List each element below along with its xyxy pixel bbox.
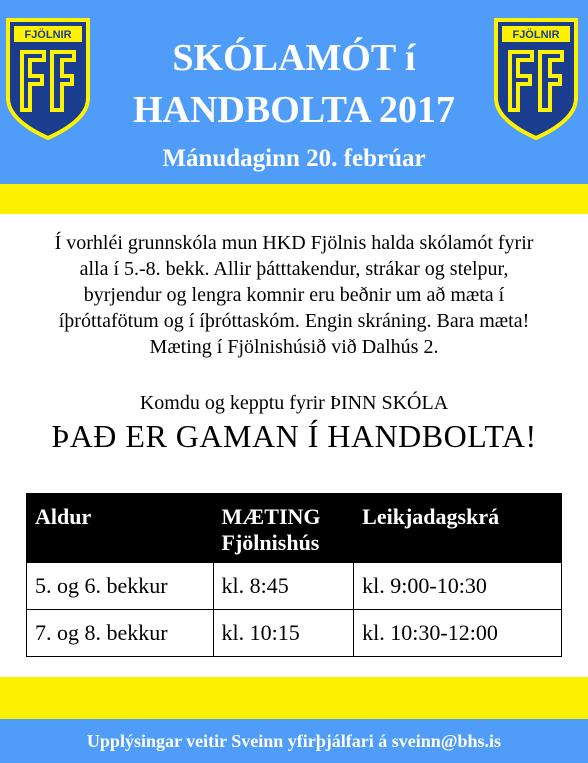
slogan: ÞAÐ ER GAMAN Í HANDBOLTA! (51, 418, 537, 454)
cell-age: 5. og 6. bekkur (27, 563, 214, 610)
schedule-table (26, 493, 562, 657)
intro-line: íþróttafötum og í íþróttaskóm. Engin skráning. Bara mæta! (58, 310, 530, 332)
fjolnir-logo-right (492, 16, 580, 142)
cell-arrival: kl. 8:45 (213, 563, 354, 610)
event-date: Mánudaginn 20. febrúar (162, 145, 426, 172)
call-to-action: Komdu og kepptu fyrir ÞINN SKÓLA (139, 392, 449, 414)
logo-wordmark: FJÖLNIR (24, 29, 72, 41)
column-header-age: Aldur (27, 494, 214, 563)
cell-games: kl. 10:30-12:00 (354, 610, 562, 657)
cell-arrival: kl. 10:15 (213, 610, 354, 657)
cell-age: 7. og 8. bekkur (27, 610, 214, 657)
table-header-row (27, 494, 562, 563)
table-row (27, 563, 562, 610)
title-line-1: SKÓLAMÓT í (172, 37, 416, 79)
table-row (27, 610, 562, 657)
fjolnir-logo-left (4, 16, 92, 142)
yellow-stripe-top (0, 184, 588, 214)
intro-line: alla í 5.-8. bekk. Allir þátttakendur, strákar og stelpur, (79, 258, 509, 280)
intro-line: Mæting í Fjölnishúsið við Dalhús 2. (149, 336, 439, 358)
column-header-arrival: MÆTING Fjölnishús (213, 494, 354, 563)
column-header-game-schedule: Leikjadagskrá (354, 494, 562, 563)
intro-line: Í vorhléi grunnskóla mun HKD Fjölnis halda skólamót fyrir (54, 232, 534, 254)
title-line-2: HANDBOLTA 2017 (132, 89, 456, 131)
cell-games: kl. 9:00-10:30 (354, 563, 562, 610)
logo-wordmark: FJÖLNIR (512, 29, 560, 41)
intro-line: byrjendur og lengra komnir eru beðnir um að mæta í (83, 284, 505, 306)
yellow-stripe-bottom (0, 677, 588, 719)
intro-paragraph (20, 230, 568, 360)
contact-info: Upplýsingar veitir Sveinn yfirþjálfari á sveinn@bhs.is (86, 731, 502, 751)
